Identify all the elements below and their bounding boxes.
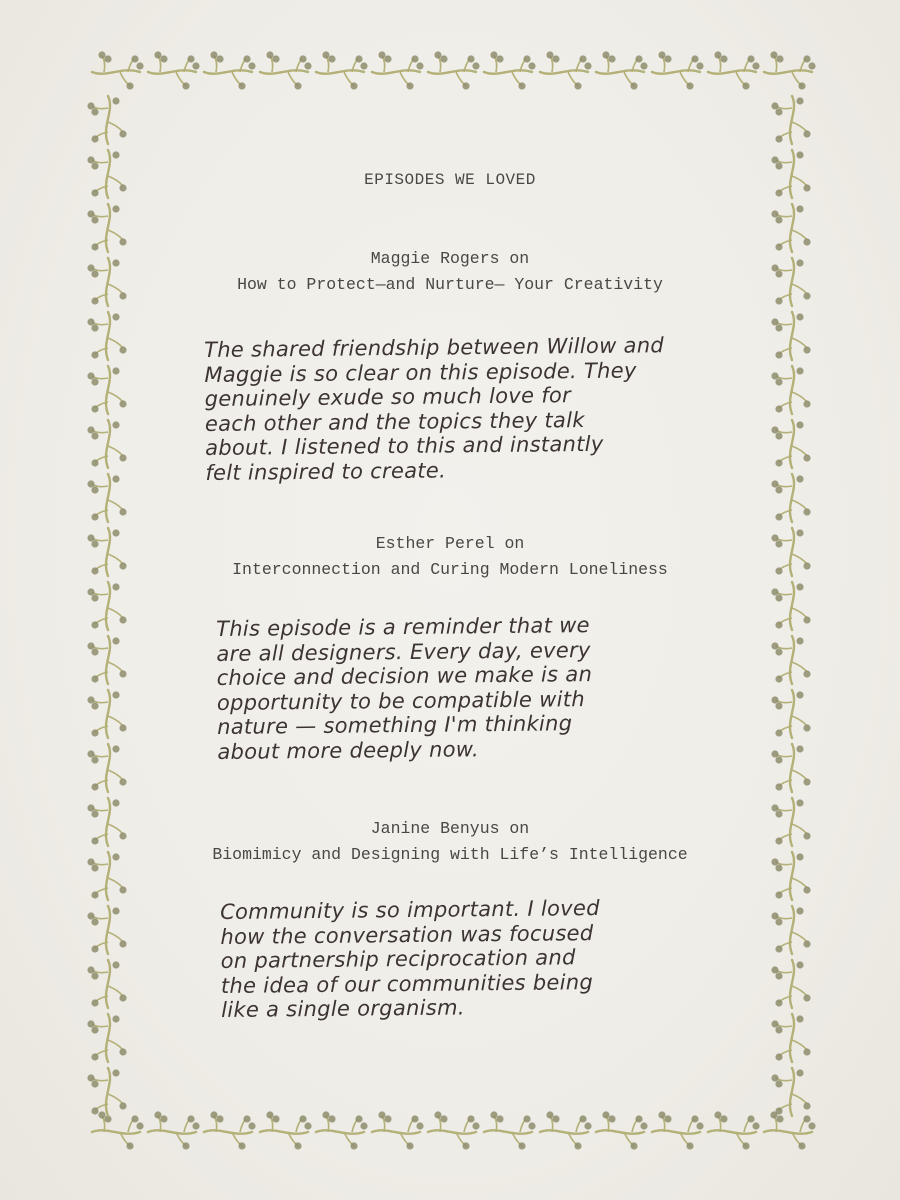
episode-heading (0, 531, 900, 583)
note-line: The shared friendship between Willow and (204, 333, 665, 362)
vine-sprig (87, 204, 126, 252)
vine-sprig (764, 1111, 816, 1149)
note-line: on partnership reciprocation and (220, 945, 576, 973)
vine-sprig (87, 366, 126, 414)
vine-sprig (771, 1068, 810, 1116)
vine-sprig (316, 51, 368, 89)
note-line: This episode is a reminder that we (216, 613, 590, 641)
vine-sprig (771, 582, 810, 630)
note-line: opportunity to be compatible with (216, 686, 586, 715)
vine-sprig (87, 1014, 126, 1062)
vine-sprig (204, 1111, 256, 1149)
vine-sprig (771, 744, 810, 792)
vine-sprig (92, 51, 144, 89)
note-line: the idea of our communities being (220, 969, 594, 998)
vine-sprig (316, 1111, 368, 1149)
vine-sprig (540, 1111, 592, 1149)
vine-sprig (260, 1111, 312, 1149)
vine-sprig (87, 420, 126, 468)
note-line: felt inspired to create. (205, 457, 447, 485)
vine-sprig (372, 1111, 424, 1149)
vine-sprig (428, 1111, 480, 1149)
episode-topic: How to Protect—and Nurture— Your Creativity (237, 275, 663, 294)
vine-sprig (87, 906, 126, 954)
vine-sprig (428, 51, 480, 89)
vine-sprig (771, 474, 810, 522)
vine-sprig (771, 690, 810, 738)
vine-sprig (204, 51, 256, 89)
vine-sprig (708, 51, 760, 89)
page-title: EPISODES WE LOVED (364, 171, 536, 189)
episode-guest: Janine Benyus on (370, 819, 530, 838)
vine-sprig (771, 312, 810, 360)
note-line: Community is so important. I loved (220, 896, 600, 924)
vine-sprig (540, 51, 592, 89)
episode-heading (0, 246, 900, 298)
vine-sprig (652, 51, 704, 89)
vine-sprig (87, 636, 126, 684)
vine-sprig (771, 366, 810, 414)
handwritten-note (204, 333, 665, 485)
episode-topic: Biomimicy and Designing with Life’s Intelligence (212, 845, 688, 864)
note-line: about more deeply now. (217, 736, 480, 764)
vine-sprig (87, 690, 126, 738)
note-line: Maggie is so clear on this episode. They (204, 357, 637, 387)
vine-sprig (771, 906, 810, 954)
vine-sprig (372, 51, 424, 89)
note-line: about. I listened to this and instantly (205, 431, 604, 460)
vine-sprig (87, 474, 126, 522)
vine-sprig (260, 51, 312, 89)
vine-sprig (708, 1111, 760, 1149)
note-line: each other and the topics they talk (204, 407, 585, 436)
vine-sprig (87, 582, 126, 630)
note-line: are all designers. Every day, every (216, 637, 591, 666)
vine-sprig (596, 51, 648, 89)
note-line: how the conversation was focused (220, 920, 594, 949)
episode-topic: Interconnection and Curing Modern Loneliness (232, 560, 668, 579)
note-line: like a single organism. (221, 995, 465, 1022)
vine-sprig (87, 1068, 126, 1116)
vine-sprig (148, 1111, 200, 1149)
vine-sprig (484, 51, 536, 89)
vine-sprig (771, 636, 810, 684)
vine-sprig (87, 960, 126, 1008)
vine-sprig (87, 744, 126, 792)
note-line: choice and decision we make is an (216, 662, 593, 690)
vine-sprig (87, 312, 126, 360)
note-line: genuinely exude so much love for (204, 383, 572, 411)
vine-sprig (87, 96, 126, 144)
vine-sprig (764, 51, 816, 89)
handwritten-note (216, 613, 593, 764)
vine-sprig (484, 1111, 536, 1149)
vine-sprig (771, 960, 810, 1008)
note-line: nature — something I'm thinking (217, 711, 573, 739)
episode-guest: Esther Perel on (375, 534, 525, 553)
vine-sprig (92, 1111, 144, 1149)
episode-guest: Maggie Rogers on (370, 249, 530, 268)
vine-sprig (771, 1014, 810, 1062)
handwritten-note (220, 896, 601, 1022)
vine-sprig (652, 1111, 704, 1149)
vine-sprig (148, 51, 200, 89)
vine-sprig (771, 420, 810, 468)
episode-heading (0, 816, 900, 868)
vine-sprig (596, 1111, 648, 1149)
vine-sprig (771, 96, 810, 144)
vine-sprig (771, 204, 810, 252)
